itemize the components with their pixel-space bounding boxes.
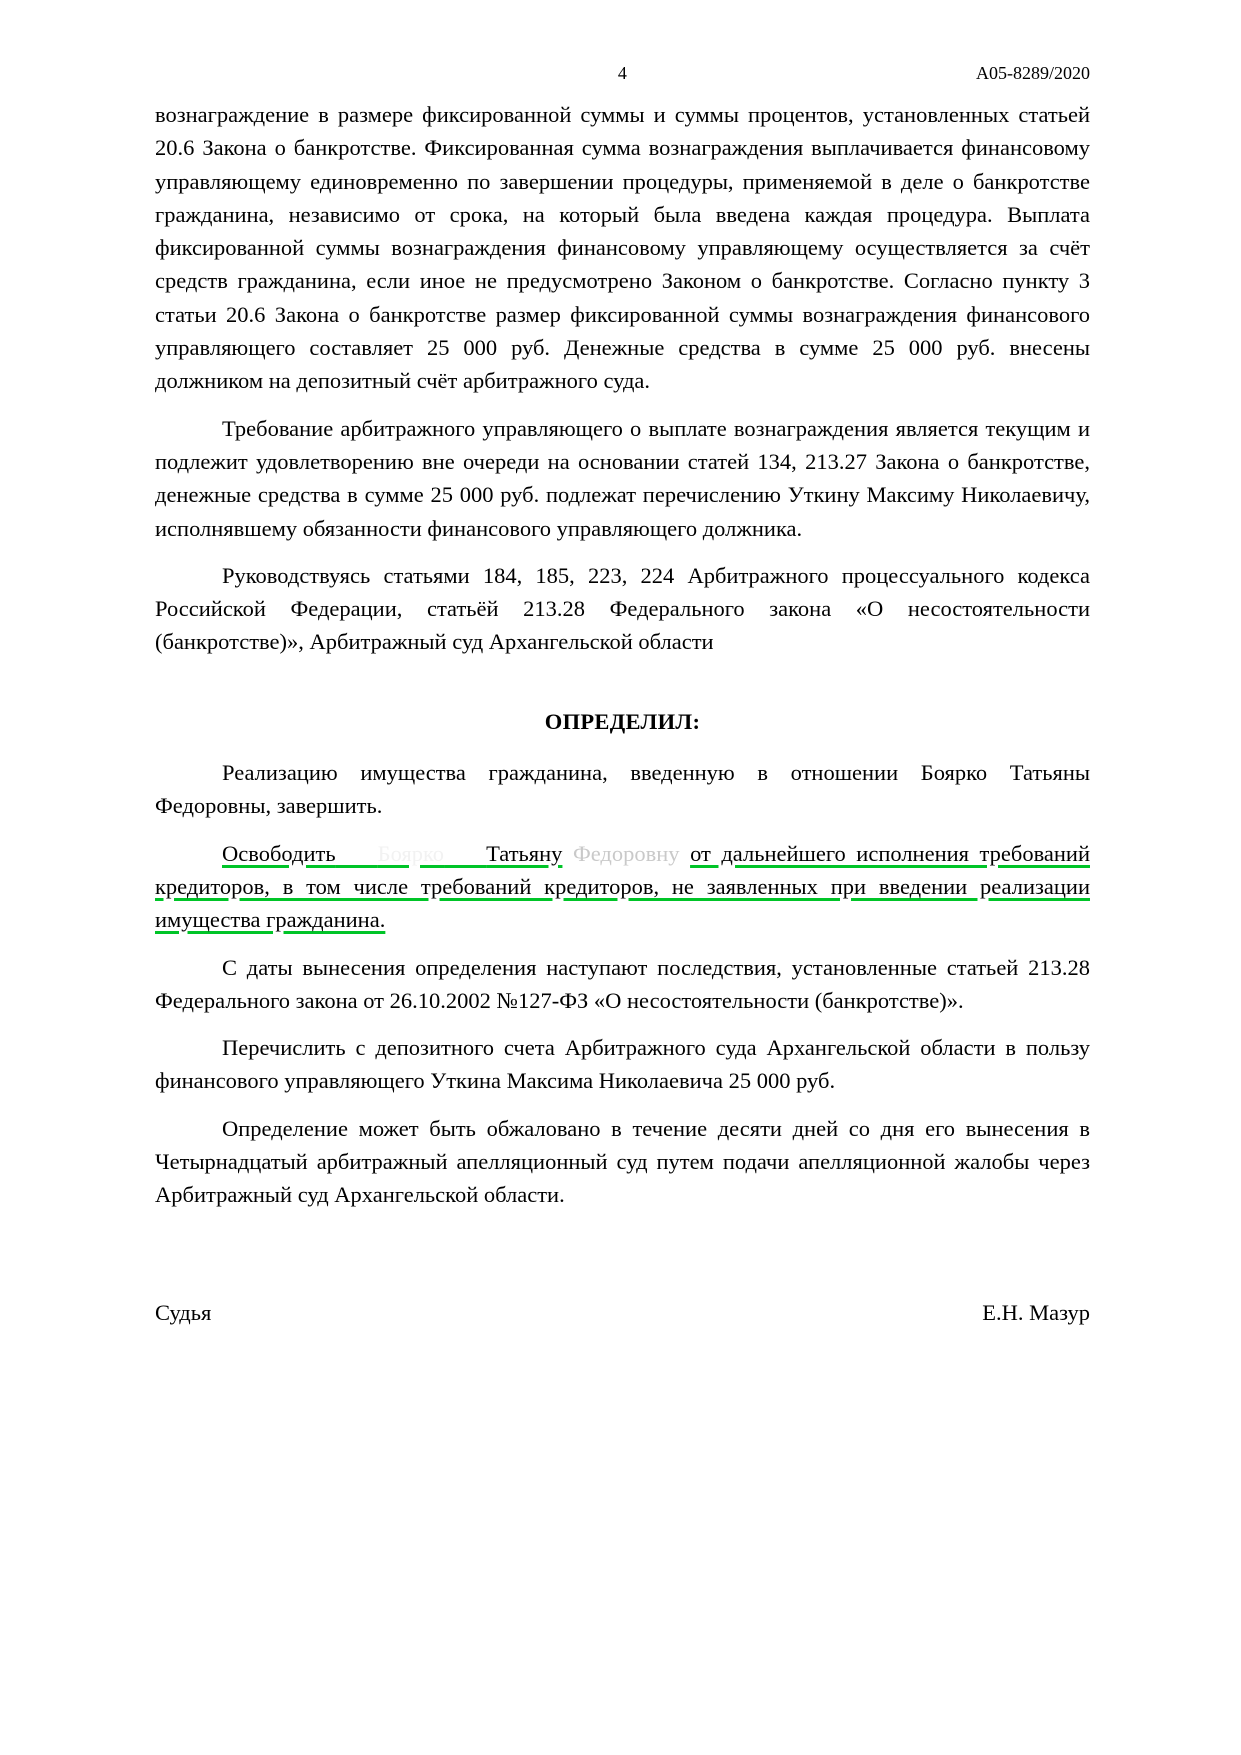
document-header <box>155 56 1090 86</box>
release-marked-segment-3: от дальнейшего исполнения требований кредиторов, в том числе требований кредиторов, не заявленных при введении реализации имущества гражданина. <box>155 840 1090 933</box>
ruling-heading: ОПРЕДЕЛИЛ: <box>544 708 701 734</box>
release-faded-patronymic: Федоровну <box>572 840 680 866</box>
paragraph-appeal: Определение может быть обжаловано в течение десяти дней со дня его вынесения в Четырнадцатый арбитражный апелляционный суд путем подачи апелляционной жалобы через Арбитражный суд Архангельской области. <box>155 1115 1090 1208</box>
release-marked-segment-2: Татьяну <box>486 840 563 866</box>
signature-name: Е.Н. Мазур <box>982 1299 1090 1325</box>
paragraph-complete-realization: Реализацию имущества гражданина, введенную в отношении Боярко Татьяны Федоровны, завершить. <box>155 760 1090 819</box>
paragraph-transfer: Перечислить с депозитного счета Арбитражного суда Архангельской области в пользу финансового управляющего Уткина Максима Николаевича 25 000 руб. <box>155 1035 1090 1094</box>
signature-row <box>155 1296 1090 1329</box>
page-number: 4 <box>617 63 628 83</box>
paragraph-remuneration: вознаграждение в размере фиксированной суммы и суммы процентов, установленных статьей 20.6 Закона о банкротстве. Фиксированная сумма вознаграждения выплачивается финансовому управляющему единовременно по завершении процедуры, применяемой в деле о банкротстве гражданина, независимо от срока, на который была введена каждая процедура. Выплата фиксированной суммы вознаграждения финансовому управляющему осуществляется за счёт средств гражданина, если иное не предусмотрено Законом о банкротстве. Согласно пункту 3 статьи 20.6 Закона о банкротстве размер фиксированной суммы вознаграждения финансового управляющего составляет 25 000 руб. Денежные средства в сумме 25 000 руб. внесены должником на депозитный счёт арбитражного суда. <box>155 102 1090 394</box>
release-marked-segment-1: Освободить <box>222 840 336 866</box>
paragraph-claim: Требование арбитражного управляющего о выплате вознаграждения является текущим и подлежит удовлетворению вне очереди на основании статей 134, 213.27 Закона о банкротстве, денежные средства в сумме 25 000 руб. подлежат перечислению Уткину Максиму Николаевичу, исполнявшему обязанности финансового управляющего должника. <box>155 415 1090 541</box>
body-text <box>155 98 1090 1329</box>
paragraph-guided-by: Руководствуясь статьями 184, 185, 223, 224 Арбитражного процессуального кодекса Российской Федерации, статьёй 213.28 Федерального закона «О несостоятельности (банкротстве)», Арбитражный суд Архангельской области <box>155 562 1090 655</box>
case-number: A05-8289/2020 <box>976 63 1090 83</box>
paragraph-release-annotated <box>155 837 1090 937</box>
release-redacted-surname: Боярко <box>377 840 445 866</box>
paragraph-consequences: С даты вынесения определения наступают последствия, установленные статьей 213.28 Федерального закона от 26.10.2002 №127-ФЗ «О несостоятельности (банкротстве)». <box>155 954 1090 1013</box>
page-content <box>155 56 1090 1329</box>
signature-role: Судья <box>155 1299 212 1325</box>
